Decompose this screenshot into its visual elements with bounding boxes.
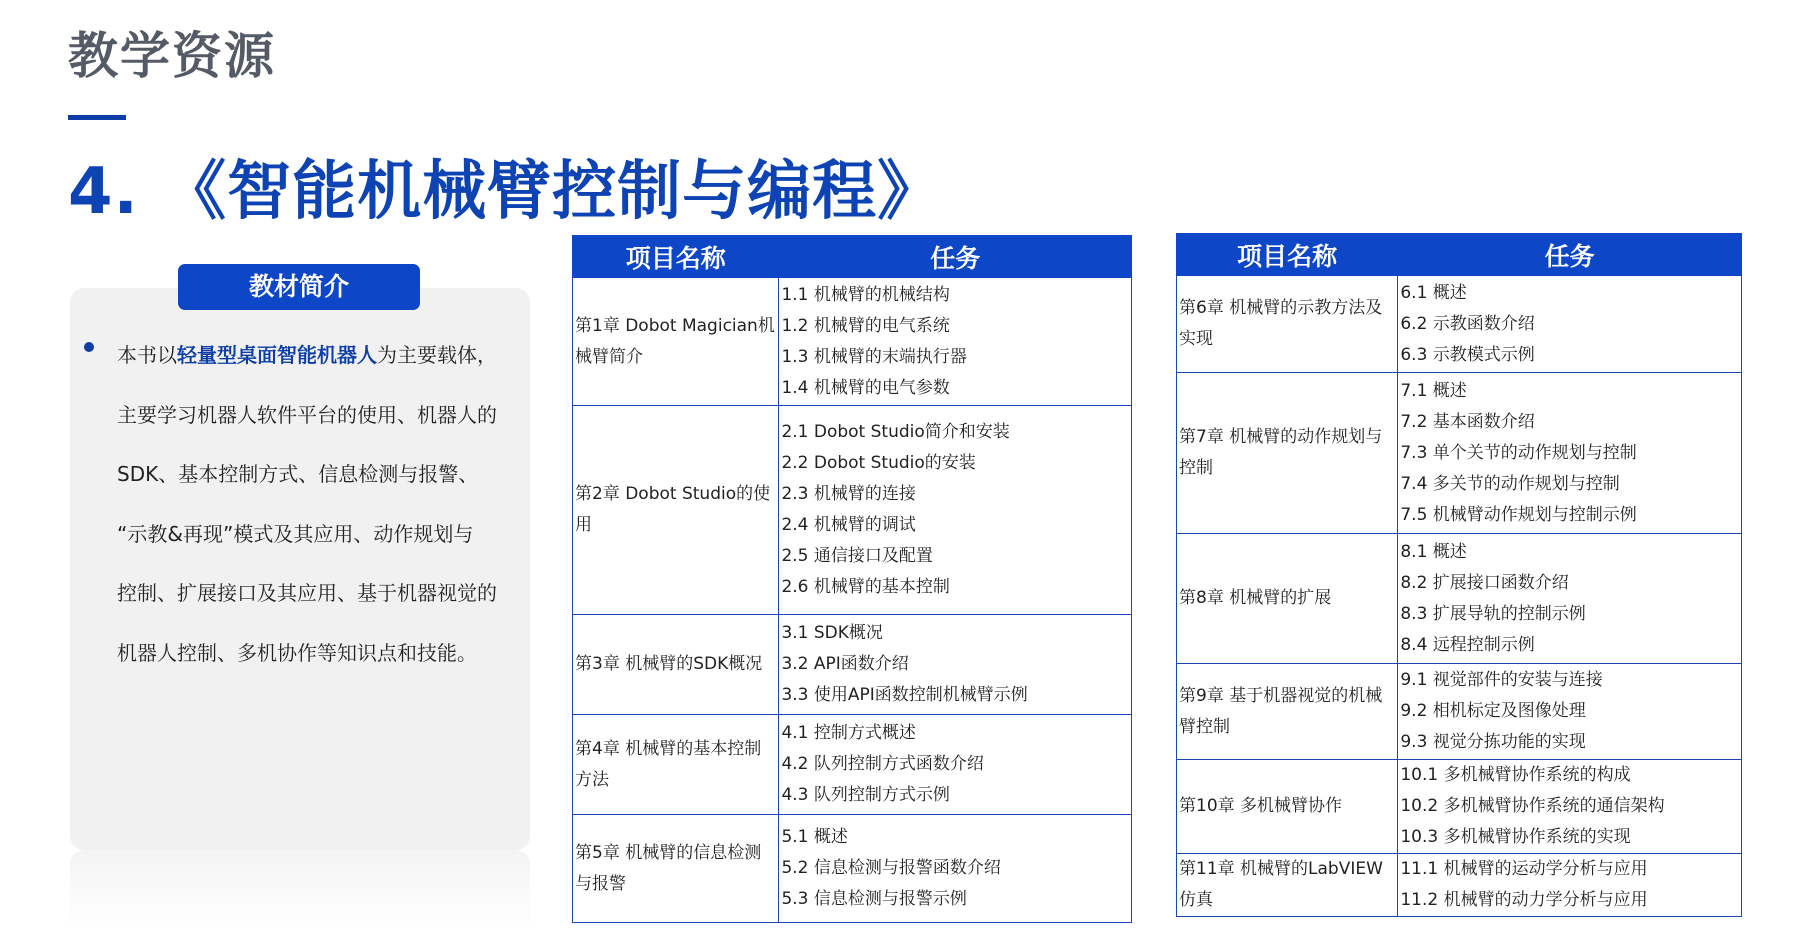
task-item: 3.2 API函数介绍 [781, 654, 909, 674]
task-item: 1.4 机械臂的电气参数 [781, 377, 950, 398]
intro-line-5: 控制、扩展接口及其应用、基于机器视觉的 [117, 581, 497, 605]
table-row [573, 278, 1132, 406]
table-header-row [573, 236, 1132, 278]
table-row [573, 715, 1132, 815]
intro-line-6: 机器人控制、多机协作等知识点和技能。 [117, 640, 477, 665]
task-item: 8.4 远程控制示例 [1400, 634, 1535, 655]
task-item: 2.3 机械臂的连接 [781, 484, 916, 504]
tasks-cell [779, 406, 1132, 615]
intro-prefix: 本书以 [117, 343, 177, 367]
table-row [1177, 854, 1742, 917]
header-project-name: 项目名称 [573, 236, 779, 278]
tasks-cell [779, 615, 1132, 715]
task-item: 2.2 Dobot Studio的安装 [781, 453, 976, 473]
table-header-row [1177, 234, 1742, 276]
task-item: 2.5 通信接口及配置 [781, 546, 933, 566]
tasks-cell [779, 715, 1132, 815]
tasks-cell [779, 278, 1132, 406]
task-item: 2.1 Dobot Studio简介和安装 [781, 422, 1010, 442]
task-item: 6.1 概述 [1400, 282, 1467, 303]
table-row [1177, 373, 1742, 534]
intro-card-reflection [70, 850, 530, 930]
table-row [573, 815, 1132, 923]
header-tasks: 任务 [779, 236, 1132, 278]
table-row [1177, 760, 1742, 854]
intro-text [117, 326, 517, 683]
task-item: 7.1 概述 [1400, 380, 1467, 401]
task-item: 10.1 多机械臂协作系统的构成 [1400, 765, 1631, 785]
task-item: 3.1 SDK概况 [781, 623, 883, 643]
task-item: 9.1 视觉部件的安装与连接 [1400, 670, 1603, 690]
intro-line-2: 主要学习机器人软件平台的使用、机器人的 [117, 402, 497, 427]
chapter-cell: 第1章 Dobot Magician机械臂简介 [573, 278, 779, 406]
table-row [1177, 276, 1742, 373]
chapter-cell: 第3章 机械臂的SDK概况 [573, 615, 779, 715]
table-row [1177, 534, 1742, 664]
page-title: 4. 《智能机械臂控制与编程》 [68, 155, 943, 229]
task-item: 6.3 示教模式示例 [1400, 344, 1535, 365]
toc-table-left [572, 235, 1132, 923]
table-row [573, 406, 1132, 615]
intro-line-1 [117, 326, 517, 386]
tasks-cell [1398, 276, 1742, 373]
intro-line-3: SDK、基本控制方式、信息检测与报警、 [117, 462, 479, 486]
header-tasks: 任务 [1398, 234, 1742, 276]
intro-line-4: “示教&再现”模式及其应用、动作规划与 [117, 521, 474, 546]
task-item: 1.3 机械臂的末端执行器 [781, 346, 967, 367]
task-item: 8.3 扩展导轨的控制示例 [1400, 603, 1586, 624]
tasks-cell [1398, 854, 1742, 917]
tasks-cell [1398, 534, 1742, 664]
chapter-cell: 第10章 多机械臂协作 [1177, 760, 1398, 854]
task-item: 2.4 机械臂的调试 [781, 515, 916, 535]
task-item: 11.2 机械臂的动力学分析与应用 [1400, 890, 1648, 910]
task-item: 10.2 多机械臂协作系统的通信架构 [1400, 796, 1665, 816]
chapter-cell: 第5章 机械臂的信息检测与报警 [573, 815, 779, 923]
task-item: 3.3 使用API函数控制机械臂示例 [781, 685, 1028, 705]
task-item: 5.3 信息检测与报警示例 [781, 889, 967, 909]
heading-underline [68, 115, 126, 120]
task-item: 4.1 控制方式概述 [781, 723, 916, 743]
task-item: 6.2 示教函数介绍 [1400, 313, 1535, 334]
chapter-cell: 第4章 机械臂的基本控制方法 [573, 715, 779, 815]
chapter-cell: 第7章 机械臂的动作规划与控制 [1177, 373, 1398, 534]
task-item: 4.2 队列控制方式函数介绍 [781, 754, 984, 774]
table-row [573, 615, 1132, 715]
intro-highlight: 轻量型桌面智能机器人 [177, 343, 377, 367]
tasks-cell [1398, 760, 1742, 854]
task-item: 7.4 多关节的动作规划与控制 [1400, 473, 1620, 494]
intro-tag: 教材简介 [178, 264, 420, 310]
task-item: 5.2 信息检测与报警函数介绍 [781, 858, 1001, 878]
task-item: 7.2 基本函数介绍 [1400, 411, 1535, 432]
task-item: 8.1 概述 [1400, 541, 1467, 562]
chapter-cell: 第11章 机械臂的LabVIEW仿真 [1177, 854, 1398, 917]
section-heading: 教学资源 [68, 27, 276, 85]
header-project-name: 项目名称 [1177, 234, 1398, 276]
task-item: 1.1 机械臂的机械结构 [781, 284, 950, 305]
task-item: 2.6 机械臂的基本控制 [781, 577, 950, 597]
tasks-cell [779, 815, 1132, 923]
chapter-cell: 第2章 Dobot Studio的使用 [573, 406, 779, 615]
task-item: 9.3 视觉分拣功能的实现 [1400, 732, 1586, 752]
task-item: 7.3 单个关节的动作规划与控制 [1400, 442, 1637, 463]
intro-line1-suffix: 为主要载体， [377, 343, 497, 367]
task-item: 7.5 机械臂动作规划与控制示例 [1400, 504, 1637, 525]
tasks-cell [1398, 664, 1742, 760]
table-row [1177, 664, 1742, 760]
chapter-cell: 第9章 基于机器视觉的机械臂控制 [1177, 664, 1398, 760]
chapter-cell: 第8章 机械臂的扩展 [1177, 534, 1398, 664]
task-item: 8.2 扩展接口函数介绍 [1400, 572, 1569, 593]
task-item: 4.3 队列控制方式示例 [781, 785, 950, 805]
task-item: 1.2 机械臂的电气系统 [781, 315, 950, 336]
task-item: 11.1 机械臂的运动学分析与应用 [1400, 859, 1648, 879]
bullet-dot-icon [84, 342, 94, 352]
task-item: 5.1 概述 [781, 827, 848, 847]
task-item: 9.2 相机标定及图像处理 [1400, 701, 1586, 721]
toc-table-right [1176, 233, 1742, 917]
task-item: 10.3 多机械臂协作系统的实现 [1400, 827, 1631, 847]
tasks-cell [1398, 373, 1742, 534]
chapter-cell: 第6章 机械臂的示教方法及实现 [1177, 276, 1398, 373]
